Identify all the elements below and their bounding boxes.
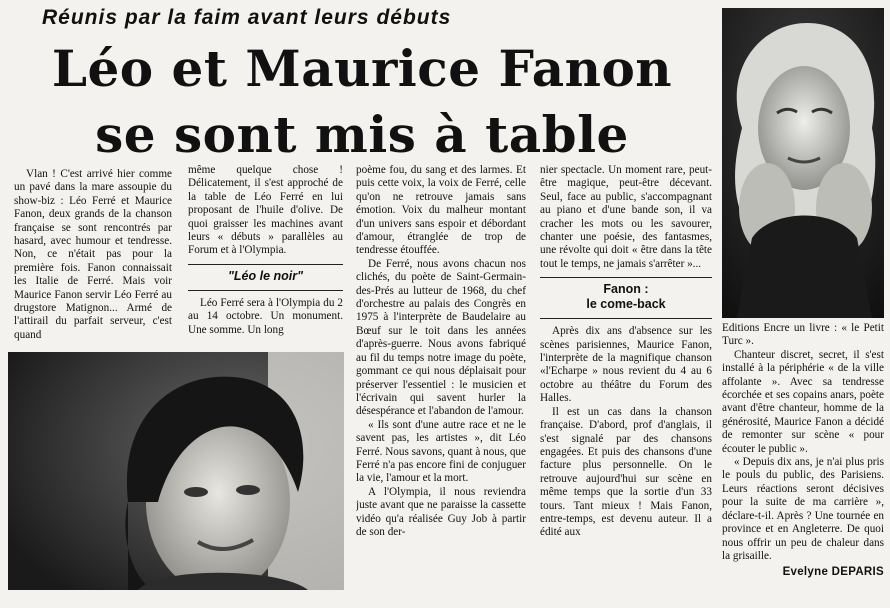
column-1-paragraph: Vlan ! C'est arrivé hier comme un pavé dans la mare assoupie du show-biz : Léo Ferré et Maurice Fanon, deux grands de la chanson française se sont rencontrés par hasard, avec humour et tendresse. Non, ce n'était pas pour la première fois. Fanon connaissait les Italie de Ferré. Mais voir Maurice Fanon servir Léo Ferré au drugstore Matignon... Armé de l'attirail du parfait serveur, c'est quand [14, 168, 172, 341]
column-4-paragraph-2: Après dix ans d'absence sur les scènes parisiennes, Maurice Fanon, l'interprète de la magnifique chanson «l'Echarpe » nous revient du 4 au 6 octobre au théâtre du Forum des Halles. [540, 325, 712, 405]
column-5-paragraph-1: Editions Encre un livre : « le Petit Turc ». [722, 322, 884, 348]
subhead-fanon-line-2: le come-back [586, 297, 666, 312]
column-5-paragraph-3: « Depuis dix ans, je n'ai plus pris le pouls du public, des Parisiens. Leurs réactions seront décisives pour la suite de ma carrière », déclare-t-il. Après ? Une tournée en province et en Angleterre. De quoi nous offrir un peu de chaleur dans la grisaille. [722, 456, 884, 562]
column-3-paragraph-1: poème fou, du sang et des larmes. Et puis cette voix, la voix de Ferré, celle qu'on ne retrouve jamais sans émotion. Voix du malheur montant d'un univers sans espoir et débordant d'amour, étranglée de trop de tendresse étouffée. [356, 164, 526, 257]
divider [188, 264, 343, 265]
portrait-image [722, 8, 884, 318]
column-4 [540, 164, 712, 594]
photo-maurice-fanon [8, 352, 344, 590]
column-2-paragraph-2: Léo Ferré sera à l'Olympia du 2 au 14 octobre. Un monument. Une somme. Un long [188, 296, 343, 336]
column-5 [722, 322, 884, 594]
subhead-leo-le-noir: "Léo le noir" [227, 268, 304, 283]
column-2-paragraph-1: même quelque chose ! Délicatement, il s'est approché de la table de Léo Ferré en lui proposant de l'huile d'olive. De quoi graisser les machines avant leurs « débuts » parallèles au Forum et à l'Olympia. [188, 164, 343, 257]
divider [540, 277, 712, 278]
column-3-paragraph-3: « Ils sont d'une autre race et ne le savent pas, les artistes », dit Léo Ferré. Nous savons, quant à nous, que Ferré n'a pas encore fini de conjuguer la vie, l'amour et la mort. [356, 418, 526, 485]
divider [540, 318, 712, 319]
column-1 [14, 168, 172, 348]
headline-line-2: se sont mis à table [95, 105, 629, 164]
byline: Evelyne DEPARIS [782, 566, 884, 579]
column-3-paragraph-4: A l'Olympia, il nous reviendra juste avant que ne paraisse la cassette vidéo qu'a réalisée Guy Job à partir de son der- [356, 485, 526, 538]
photo-leo-ferre [722, 8, 884, 318]
column-3-paragraph-2: De Ferré, nous avons chacun nos clichés, du poète de Saint-Germain-des-Prés au lutteur de 1968, du chef d'orchestre au palais des Congrès en 1975 à l'interprète de Baudelaire au Bœuf sur le toit dans les années d'après-guerre. Nous avons fabriqué au fil du temps notre image du poète, gommant ce qui nous déplaisait pour préserver l'essentiel : le musicien et l'écrivain qui savent hurler la désespérance et l'abandon de l'amour. [356, 257, 526, 418]
column-4-paragraph-1: nier spectacle. Un moment rare, peut-être magique, peut-être décevant. Seul, face au public, s'accompagnant au piano et d'une bande son, il va cracher les mots ou les savourer, chanter une poésie, des fantasmes, une révolte qui doit « être dans la tête tout le temps, ne jamais s'arrêter »... [540, 164, 712, 270]
headline-line-1: Léo et Maurice Fanon [51, 39, 673, 98]
column-4-paragraph-3: Il est un cas dans la chanson française. D'abord, prof d'anglais, il s'est signalé par des chansons engagées. Et puis des chansons d'une facture plus personnelle. On le retrouve aujourd'hui sur scène en même temps que la sortie d'un 33 tours. Tant mieux ! Mais Fanon, entre-temps, est devenu auteur. Il a édité aux [540, 405, 712, 539]
portrait-image [8, 352, 344, 590]
column-5-paragraph-2: Chanteur discret, secret, il s'est installé à la périphérie « de la ville affolante ». Avec sa tendresse écorchée et ses copains anars, poète avant d'être chanteur, homme de la générosité, Maurice Fanon a décidé de remonter sur scène « pour écouter le public ». [722, 348, 884, 455]
headline [6, 36, 718, 168]
subhead-fanon-line-1: Fanon : [603, 282, 649, 297]
column-2 [188, 164, 343, 350]
divider [188, 290, 343, 291]
column-3 [356, 164, 526, 594]
kicker: Réunis par la faim avant leurs débuts [42, 6, 452, 29]
